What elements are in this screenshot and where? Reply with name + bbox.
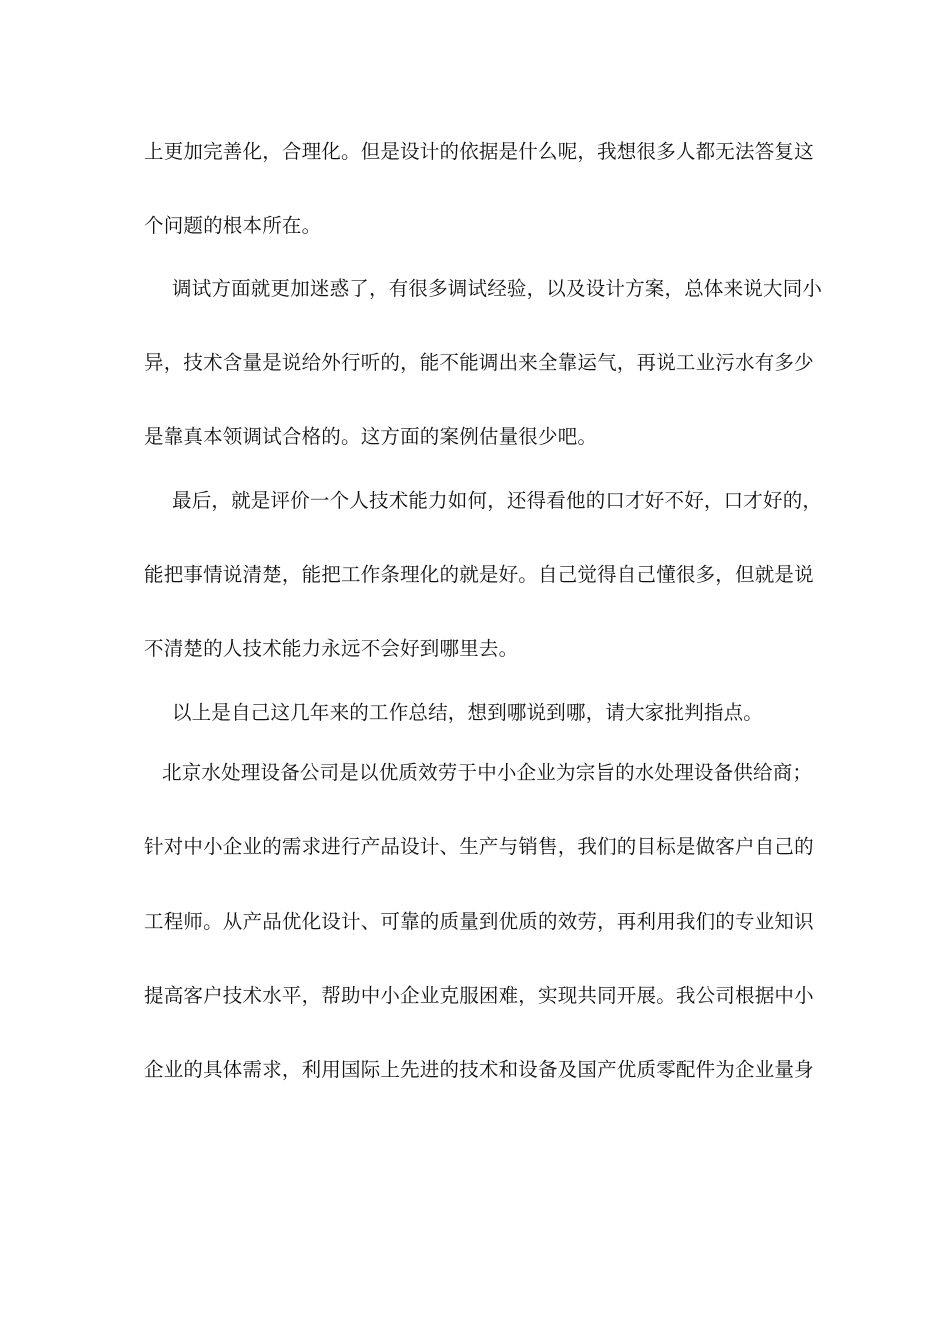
paragraph-start-line: 北京水处理设备公司是以优质效劳于中小企业为宗旨的水处理设备供给商；	[162, 761, 813, 784]
text-line: 是靠真本领调试合格的。这方面的案例估量很少吧。	[144, 425, 598, 448]
paragraph-start-line: 以上是自己这几年来的工作总结，想到哪说到哪，请大家批判指点。	[172, 701, 764, 724]
text-line: 企业的具体需求，利用国际上先进的技术和设备及国产优质零配件为企业量身	[144, 1058, 814, 1081]
text-line: 提高客户技术水平，帮助中小企业克服困难，实现共同开展。我公司根据中小	[144, 984, 814, 1007]
text-line: 不清楚的人技术能力永远不会好到哪里去。	[144, 637, 519, 660]
text-line: 异，技术含量是说给外行听的，能不能调出来全靠运气，再说工业污水有多少	[144, 351, 814, 374]
text-line: 工程师。从产品优化设计、可靠的质量到优质的效劳，再利用我们的专业知识	[144, 910, 814, 933]
text-line: 个问题的根本所在。	[144, 214, 322, 237]
paragraph-start-line: 调试方面就更加迷惑了，有很多调试经验，以及设计方案，总体来说大同小	[172, 277, 823, 300]
paragraph-start-line: 最后，就是评价一个人技术能力如何，还得看他的口才好不好，口才好的，	[172, 489, 823, 512]
text-line: 能把事情说清楚，能把工作条理化的就是好。自己觉得自己懂很多，但就是说	[144, 563, 814, 586]
text-line: 针对中小企业的需求进行产品设计、生产与销售，我们的目标是做客户自己的	[144, 835, 814, 858]
text-line: 上更加完善化，合理化。但是设计的依据是什么呢，我想很多人都无法答复这	[144, 140, 814, 163]
